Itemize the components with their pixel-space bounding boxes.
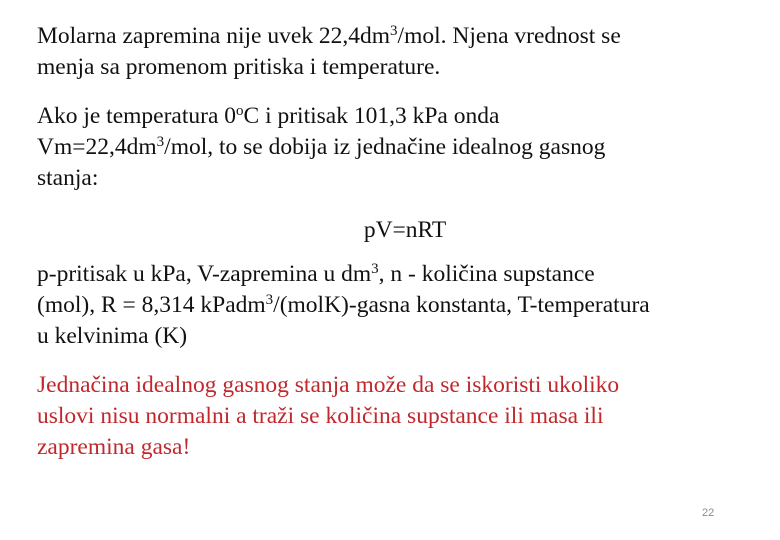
text-run: Ako je temperatura 0: [37, 103, 237, 129]
text-run: , n - količina supstance: [378, 261, 595, 287]
superscript: 3: [371, 261, 379, 277]
ideal-gas-formula: pV=nRT: [363, 217, 447, 243]
text-run: /(molK)-gasna konstanta, T-temperatura: [273, 292, 650, 318]
paragraph-molar-volume: [37, 21, 621, 83]
text-run: /mol. Njena vrednost se: [397, 23, 621, 49]
text-line: Jednačina idealnog gasnog stanja može da se iskoristi ukoliko: [37, 372, 620, 398]
text-line: [37, 101, 605, 132]
text-run: (mol), R = 8,314 kPadm: [37, 292, 266, 318]
superscript: 3: [390, 23, 398, 39]
text-line: [37, 21, 621, 52]
text-line: [37, 290, 650, 321]
text-run: C i pritisak 101,3 kPa onda: [243, 103, 500, 129]
text-line: menja sa promenom pritiska i temperature.: [37, 54, 441, 80]
superscript: 3: [156, 134, 165, 150]
text-line: zapremina gasa!: [37, 434, 191, 460]
page-number: 22: [702, 507, 715, 519]
text-run: Vm=22,4dm: [37, 134, 157, 160]
paragraph-variable-definitions: [37, 259, 650, 352]
paragraph-usage-note: [37, 370, 619, 463]
text-run: Molarna zapremina nije uvek 22,4dm: [37, 23, 391, 49]
text-line: u kelvinima (K): [37, 323, 188, 349]
paragraph-standard-conditions: [37, 101, 605, 194]
text-run: /mol, to se dobija iz jednačine idealnog gasnog: [164, 134, 606, 160]
text-line: stanja:: [37, 165, 99, 191]
text-run: p-pritisak u kPa, V-zapremina u dm: [37, 261, 372, 287]
superscript: 3: [265, 292, 274, 308]
text-line: [37, 259, 650, 290]
text-line: uslovi nisu normalni a traži se količina supstance ili masa ili: [37, 403, 604, 429]
text-line: [37, 132, 605, 163]
superscript: o: [236, 103, 244, 119]
